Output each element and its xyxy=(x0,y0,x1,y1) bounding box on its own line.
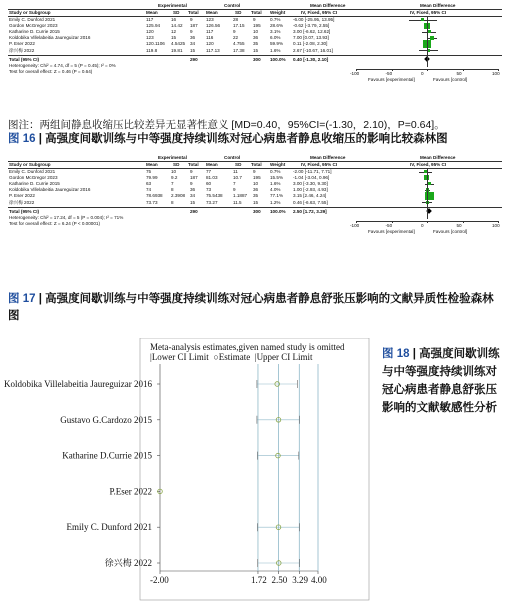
total-n1: 290 xyxy=(190,56,198,62)
cell-m2: 77 xyxy=(206,169,212,174)
x-tick-label: -2.00 xyxy=(150,575,169,585)
cell-sd1: 16 xyxy=(171,17,177,22)
favours-right: Favours [control] xyxy=(433,76,468,82)
figure17-caption: 图 17 | 高强度间歇训练与中等强度持续训练对冠心病患者静息舒张压影响的文献异质性检验森林图 xyxy=(8,293,494,322)
cell-ci: -0.62 [-3.79, 2.55] xyxy=(293,23,330,29)
cell-sd1: 8 xyxy=(171,199,174,205)
cell-n1: 34 xyxy=(190,41,196,47)
cell-sd2: 9 xyxy=(233,29,236,35)
heterogeneity: Heterogeneity: Chi² = 4.74, df = 5 (P = 0.45); I² = 0% xyxy=(9,62,116,68)
cell-sd1: 12 xyxy=(171,29,177,35)
cell-ci: 2.67 [-10.67, 16.01] xyxy=(293,47,333,53)
cell-n2: 35 xyxy=(253,193,259,199)
total-n2: 300 xyxy=(253,208,261,214)
cell-w: 28.6% xyxy=(270,23,284,29)
col-mean2: Mean xyxy=(206,162,218,167)
cell-n2: 9 xyxy=(253,169,256,174)
x-tick xyxy=(427,221,428,223)
estimate-marker xyxy=(421,18,424,21)
cell-n2: 9 xyxy=(253,17,256,22)
col-total2: Total xyxy=(251,10,262,15)
sensitivity-legend: |Lower CI Limit ○Estimate |Upper CI Limit xyxy=(150,352,313,362)
cell-m1: 125.94 xyxy=(146,23,161,29)
cell-m1: 119.8 xyxy=(146,47,158,53)
cell-n2: 10 xyxy=(253,181,259,187)
cell-sd2: 17.38 xyxy=(233,47,245,53)
cell-w: 1.2% xyxy=(270,199,281,205)
cell-ci: 0.11 [-2.08, 2.30] xyxy=(293,41,328,47)
x-tick-label: 2.50 xyxy=(271,575,288,585)
sensitivity-plot xyxy=(0,338,370,604)
cell-n2: 15 xyxy=(253,47,259,53)
x-tick-label: -50 xyxy=(385,70,393,76)
study-label: 徐兴梅 2022 xyxy=(104,558,152,568)
col-sd2: SD xyxy=(235,10,242,15)
cell-study: 徐兴梅 2022 xyxy=(9,199,35,205)
cell-w: 0.7% xyxy=(270,17,281,22)
cell-n2: 10 xyxy=(253,29,259,35)
cell-n1: 36 xyxy=(190,187,196,193)
cell-sd1: 9.2 xyxy=(171,175,178,181)
col-ci-plot: IV, Fixed, 95% CI xyxy=(410,10,447,15)
cell-ci: -2.00 [-11.71, 7.71] xyxy=(293,169,332,174)
total-label: Total (95% CI) xyxy=(9,56,40,62)
x-tick-label: 50 xyxy=(456,222,462,228)
md-header-plot: Mean Difference xyxy=(420,155,456,160)
cell-n1: 9 xyxy=(190,181,193,187)
cell-study: Katharine D. Currie 2015 xyxy=(9,29,60,35)
cell-w: 77.1% xyxy=(270,193,284,199)
x-tick-label: 1.72 xyxy=(250,575,267,585)
total-n2: 300 xyxy=(253,56,261,62)
cell-ci: -1.04 [-3.04, 0.96] xyxy=(293,175,330,181)
cell-ci: 3.00 [-3.30, 9.30] xyxy=(293,181,328,187)
cell-study: Katharine D. Currie 2015 xyxy=(9,181,60,187)
cell-sd2: 28 xyxy=(233,17,239,22)
cell-w: 4.0% xyxy=(270,187,281,193)
cell-w: 15.5% xyxy=(270,175,284,181)
cell-w: 1.6% xyxy=(270,181,281,187)
cell-ci: 3.15 [2.46, 4.24] xyxy=(293,193,327,199)
cell-m2: 120 xyxy=(206,41,214,47)
cell-n1: 9 xyxy=(190,17,193,22)
overall-effect: Test for overall effect: Z = 6.24 (P < 0.00001) xyxy=(9,220,100,226)
cell-m2: 117.13 xyxy=(206,47,220,53)
x-tick-label: 0 xyxy=(421,70,424,76)
cell-study: Gordon McGregor 2023 xyxy=(9,23,58,29)
sensitivity-title: Meta-analysis estimates,given named study is omitted xyxy=(150,342,345,352)
col-sd1: SD xyxy=(173,162,180,167)
cell-n2: 195 xyxy=(253,175,261,181)
cell-n2: 35 xyxy=(253,41,259,47)
x-tick-label: -100 xyxy=(350,70,360,76)
cell-study: P. Eser 2022 xyxy=(9,193,35,199)
total-label: Total (95% CI) xyxy=(9,208,40,214)
cell-w: 1.6% xyxy=(270,47,281,53)
cell-sd1: 19.81 xyxy=(171,47,183,53)
cell-m1: 120 xyxy=(146,29,154,35)
cell-w: 59.9% xyxy=(270,41,284,47)
col-mean2: Mean xyxy=(206,10,218,15)
cell-m2: 126.56 xyxy=(206,23,221,29)
md-header-plot: Mean Difference xyxy=(420,3,456,8)
cell-m1: 63 xyxy=(146,181,152,187)
cell-study: Emily C. Dunford 2021 xyxy=(9,169,56,174)
favours-left: Favours [experimental] xyxy=(368,76,415,82)
cell-sd1: 8 xyxy=(171,187,174,193)
cell-m1: 79.99 xyxy=(146,175,158,181)
x-tick-label: -100 xyxy=(350,222,360,228)
study-label: Katharine D.Currie 2015 xyxy=(62,450,152,461)
estimate-marker xyxy=(428,182,431,185)
x-tick xyxy=(463,221,464,223)
x-tick xyxy=(463,69,464,71)
cell-sd2: 9 xyxy=(233,187,236,193)
group1-header: Experimental xyxy=(158,3,187,8)
cell-sd2: 17.15 xyxy=(233,23,245,29)
plot-frame xyxy=(140,338,369,600)
cell-sd1: 15 xyxy=(171,35,177,41)
cell-m2: 75.5438 xyxy=(206,193,223,199)
cell-m1: 73.73 xyxy=(146,199,158,205)
cell-w: 0.7% xyxy=(270,169,281,174)
cell-m2: 116 xyxy=(206,35,214,41)
cell-sd2: 7 xyxy=(233,181,236,187)
col-total2: Total xyxy=(251,162,262,167)
total-ci: 2.50 [1.72, 3.29] xyxy=(293,208,327,214)
cell-n1: 15 xyxy=(190,199,196,205)
col-sd1: SD xyxy=(173,10,180,15)
group2-header: Control xyxy=(224,3,241,8)
forest-plot-dbp xyxy=(8,155,502,261)
cell-ci: 7.00 [0.07, 13.93] xyxy=(293,35,329,41)
cell-m1: 120.1106 xyxy=(146,41,165,47)
total-weight: 100.0% xyxy=(270,208,286,214)
cell-sd2: 4.755 xyxy=(233,41,245,47)
md-header: Mean Difference xyxy=(310,155,346,160)
cell-study: Koldobika Villelabeitia Jaureguizar 2016 xyxy=(9,187,91,193)
null-line xyxy=(427,17,428,67)
sensitivity-chart xyxy=(0,338,370,604)
cell-n2: 195 xyxy=(253,23,261,29)
cell-study: Emily C. Dunford 2021 xyxy=(9,17,56,22)
col-ci: IV, Fixed, 95% CI xyxy=(301,162,338,167)
group2-header: Control xyxy=(224,155,241,160)
cell-ci: 1.00 [-2.93, 4.93] xyxy=(293,187,328,193)
study-label: Koldobika Villelabeitia Jaureguizar 2016 xyxy=(4,379,152,389)
cell-sd1: 7 xyxy=(171,181,174,187)
total-weight: 100.0% xyxy=(270,56,286,62)
cell-n1: 15 xyxy=(190,47,196,53)
md-header: Mean Difference xyxy=(310,3,346,8)
col-sd2: SD xyxy=(235,162,242,167)
cell-w: 3.1% xyxy=(270,29,281,35)
cell-n1: 187 xyxy=(190,23,198,29)
col-study: Study or Subgroup xyxy=(9,10,51,15)
cell-m2: 81.03 xyxy=(206,175,218,181)
x-tick-label: 4.00 xyxy=(311,575,327,585)
group1-header: Experimental xyxy=(158,155,187,160)
col-mean1: Mean xyxy=(146,162,158,167)
total-n1: 290 xyxy=(190,208,198,214)
study-label: Emily C. Dunford 2021 xyxy=(66,522,152,533)
cell-study: Koldobika Villelabeitia Jaureguizar 2016 xyxy=(9,35,91,41)
cell-sd2: 1.1887 xyxy=(233,193,248,199)
cell-m1: 123 xyxy=(146,35,154,41)
col-ci: IV, Fixed, 95% CI xyxy=(301,10,338,15)
col-study: Study or Subgroup xyxy=(9,162,51,167)
cell-n2: 36 xyxy=(253,187,259,193)
cell-sd1: 10 xyxy=(171,169,177,174)
x-tick-label: 100 xyxy=(492,222,500,228)
favours-left: Favours [experimental] xyxy=(368,228,415,234)
figure16-note: 图注：两组间静息收缩压比较差异无显著性意义 [MD=0.40，95%CI=(-1.30，2.10)，P=0.64]。 xyxy=(8,119,445,131)
cell-sd1: 14.42 xyxy=(171,23,183,29)
cell-sd2: 10.7 xyxy=(233,175,242,181)
col-weight: Weight xyxy=(270,162,286,167)
cell-m2: 73 xyxy=(206,187,212,193)
cell-m2: 117 xyxy=(206,29,214,35)
cell-ci: 3.00 [-6.62, 12.62] xyxy=(293,29,331,35)
cell-m1: 74 xyxy=(146,187,152,193)
cell-n1: 34 xyxy=(190,193,196,199)
cell-study: Gordon McGregor 2023 xyxy=(9,175,58,181)
cell-sd2: 22 xyxy=(233,35,239,41)
study-label: P.Eser 2022 xyxy=(109,486,152,497)
x-tick-label: 50 xyxy=(456,70,462,76)
cell-m1: 117 xyxy=(146,17,154,22)
cell-m2: 123 xyxy=(206,17,214,22)
cell-sd2: 11 xyxy=(233,169,238,174)
x-tick-label: 100 xyxy=(492,70,500,76)
study-label: Gustavo G.Cardozo 2015 xyxy=(60,414,152,425)
cell-ci: -6.00 [-25.95, 13.95] xyxy=(293,17,335,22)
cell-w: 6.0% xyxy=(270,35,281,41)
col-weight: Weight xyxy=(270,10,286,15)
forest-plot-sbp xyxy=(8,3,502,109)
cell-ci: 0.46 [-6.63, 7.55] xyxy=(293,199,328,205)
cell-n2: 15 xyxy=(253,199,259,205)
figure18-caption: 图 18 | 高强度间歇训练与中等强度持续训练对冠心病患者静息舒张压影响的文献敏感性分析 xyxy=(382,348,500,414)
col-mean1: Mean xyxy=(146,10,158,15)
col-total1: Total xyxy=(188,10,199,15)
cell-study: P. Eser 2022 xyxy=(9,41,35,47)
x-tick-label: -50 xyxy=(385,222,393,228)
cell-n1: 36 xyxy=(190,35,196,41)
cell-n1: 9 xyxy=(190,29,193,35)
cell-study: 徐兴梅 2022 xyxy=(9,47,35,53)
cell-m2: 60 xyxy=(206,181,212,187)
cell-sd1: 4.5425 xyxy=(171,41,186,47)
cell-sd1: 2.3908 xyxy=(171,193,186,199)
cell-sd2: 11.5 xyxy=(233,199,242,205)
cell-m2: 73.27 xyxy=(206,199,218,205)
figure16-caption: 图 16 | 高强度间歇训练与中等强度持续训练对冠心病患者静息收缩压的影响比较森林图 xyxy=(8,133,448,145)
col-ci-plot: IV, Fixed, 95% CI xyxy=(410,162,447,167)
cell-m1: 78.6938 xyxy=(146,193,163,199)
x-tick-label: 3.29 xyxy=(292,575,309,585)
x-tick xyxy=(427,69,428,71)
heterogeneity: Heterogeneity: Chi² = 17.24, df = 5 (P = 0.004); I² = 71% xyxy=(9,214,124,220)
total-ci: 0.40 [-1.30, 2.10] xyxy=(293,56,329,62)
cell-m1: 75 xyxy=(146,169,152,174)
cell-n1: 9 xyxy=(190,169,193,174)
cell-n1: 187 xyxy=(190,175,198,181)
overall-effect: Test for overall effect: Z = 0.46 (P = 0.64) xyxy=(9,68,93,74)
cell-n2: 36 xyxy=(253,35,259,41)
col-total1: Total xyxy=(188,162,199,167)
null-line xyxy=(427,169,428,219)
favours-right: Favours [control] xyxy=(433,228,468,234)
x-tick-label: 0 xyxy=(421,222,424,228)
